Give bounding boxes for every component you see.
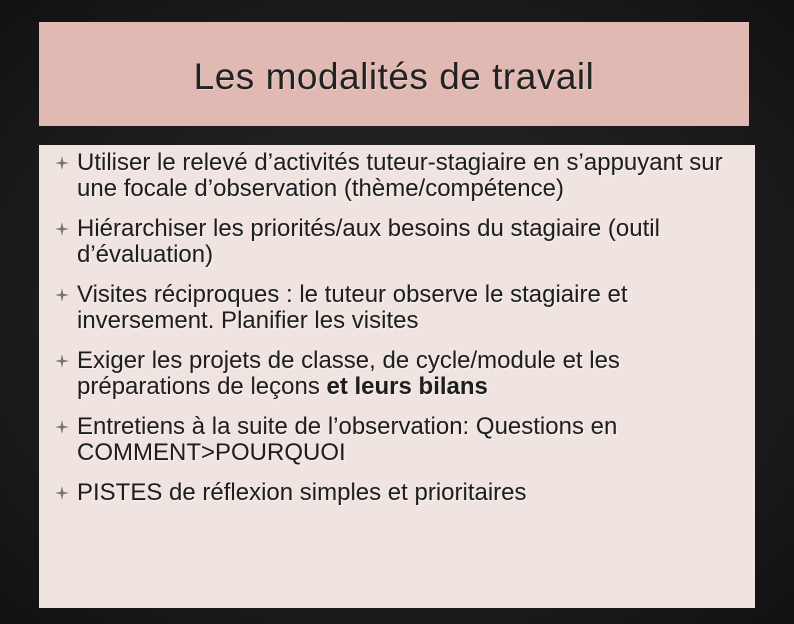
four-point-star-icon [55, 420, 69, 434]
bullet-item [39, 216, 755, 268]
bullet-item [39, 282, 755, 334]
bullet-text: Exiger les projets de classe, de cycle/module et les préparations de leçons [77, 347, 620, 400]
four-point-star-icon [55, 156, 69, 170]
four-point-star-icon [55, 486, 69, 500]
four-point-star-icon [55, 222, 69, 236]
bullet-text: Hiérarchiser les priorités/aux besoins du stagiaire (outil d’évaluation) [77, 215, 660, 268]
slide-title: Les modalités de travail [193, 56, 595, 97]
bullet-text: PISTES de réflexion simples et prioritaires [77, 479, 527, 506]
bullet-item [39, 480, 755, 506]
bullet-list [39, 150, 755, 520]
four-point-star-icon [55, 288, 69, 302]
bullet-text: Utiliser le relevé d’activités tuteur-stagiaire en s’appuyant sur une focale d’observation (thème/compétence) [77, 149, 723, 202]
title-panel [39, 22, 749, 126]
bullet-text-bold: et leurs bilans [326, 373, 488, 400]
content-panel [39, 145, 755, 608]
bullet-text: Visites réciproques : le tuteur observe le stagiaire et inversement. Planifier les visites [77, 281, 628, 334]
four-point-star-icon [55, 354, 69, 368]
bullet-item [39, 150, 755, 202]
bullet-text: Entretiens à la suite de l’observation: Questions en COMMENT>POURQUOI [77, 413, 618, 466]
bullet-item [39, 414, 755, 466]
bullet-item [39, 348, 755, 400]
